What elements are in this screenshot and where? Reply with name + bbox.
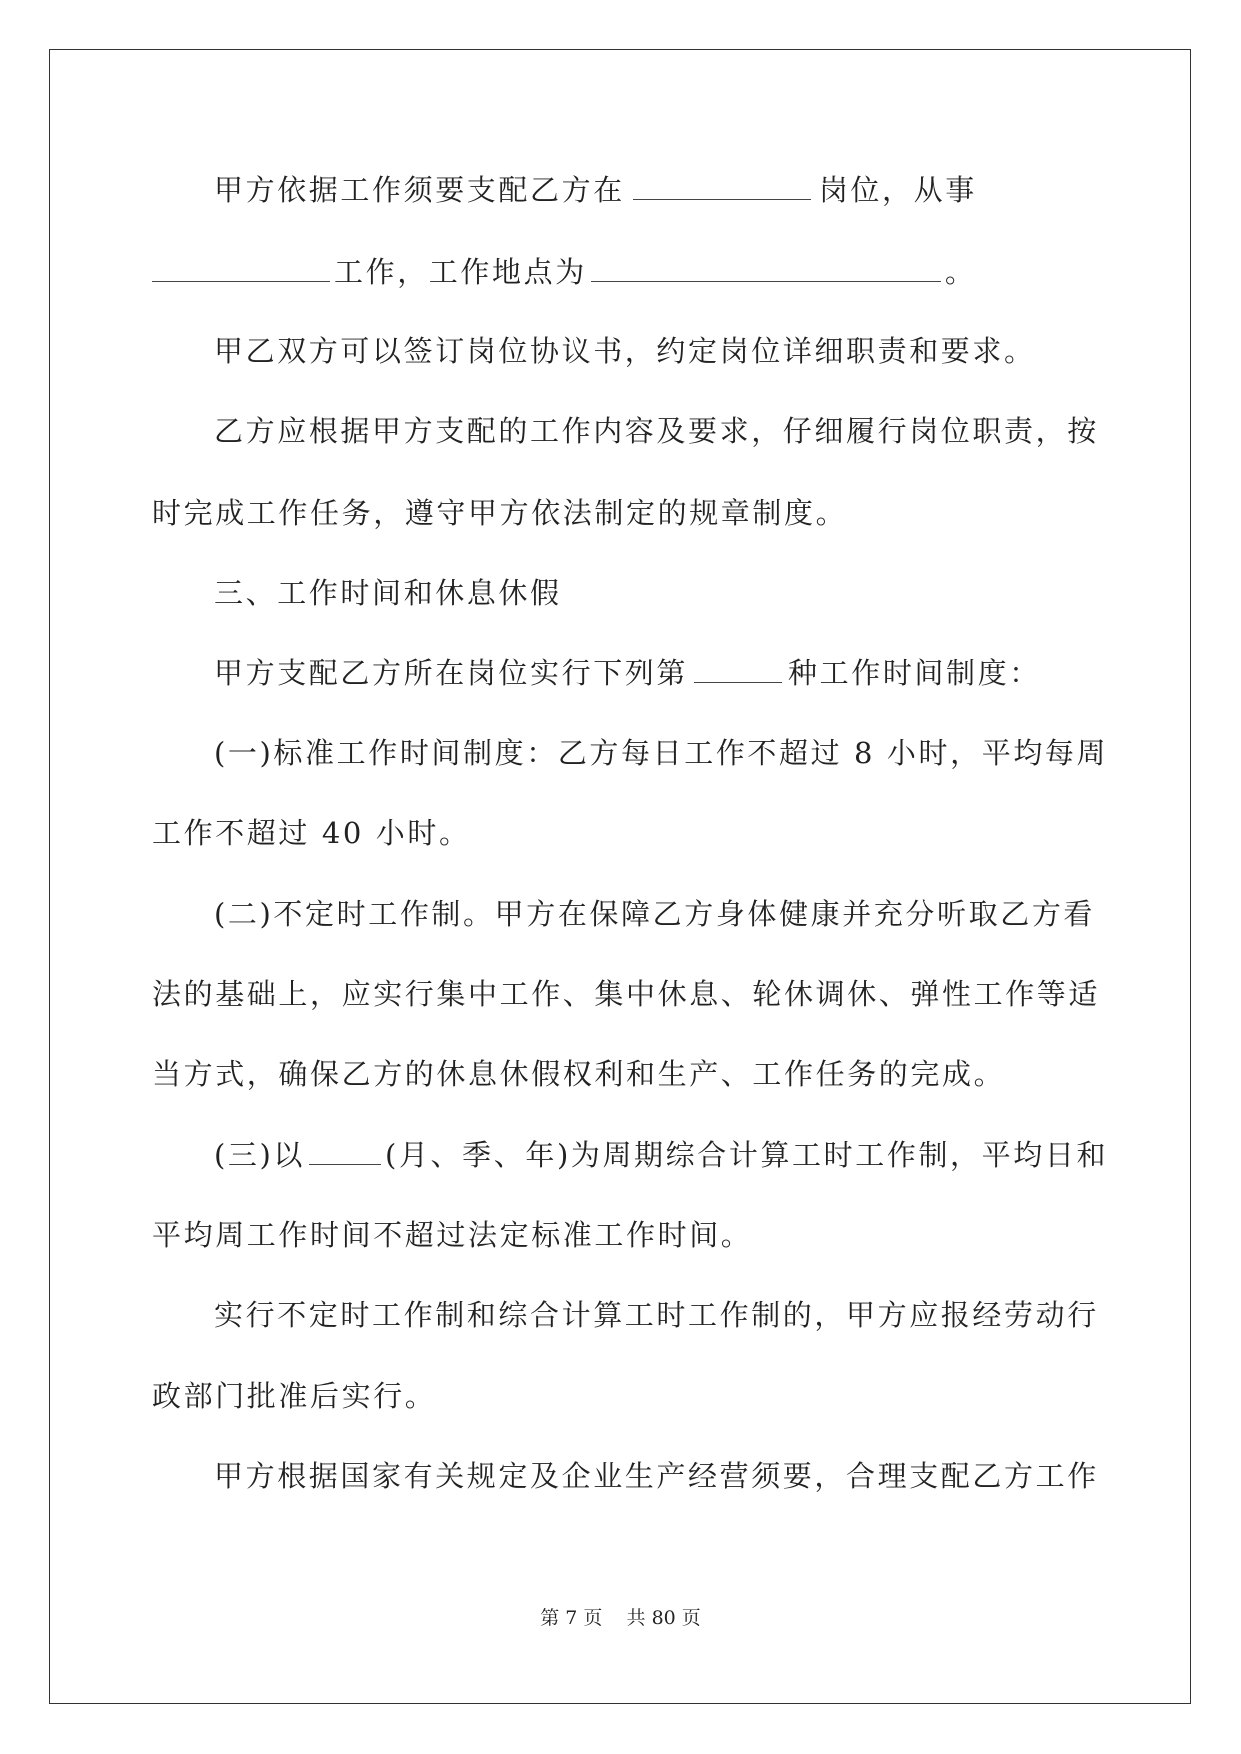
fill-in-blank-period[interactable] [309, 1138, 381, 1165]
line-13-text-end: (月、季、年)为周期综合计算工时工作制，平均日和 [385, 1138, 1109, 1172]
text-line-9: 工作不超过 40 小时。 [152, 816, 471, 850]
fill-in-blank-position[interactable] [633, 173, 811, 200]
text-line-3: 甲乙双方可以签订岗位协议书，约定岗位详细职责和要求。 [214, 334, 1036, 368]
text-line-11: 法的基础上，应实行集中工作、集中休息、轮休调休、弹性工作等适 [152, 977, 1101, 1011]
text-line-10: (二)不定时工作制。甲方在保障乙方身体健康并充分听取乙方看 [214, 897, 1096, 931]
line-2-end: 。 [944, 255, 977, 289]
text-line-12: 当方式，确保乙方的休息休假权利和生产、工作任务的完成。 [152, 1057, 1006, 1091]
line-7-text: 甲方支配乙方所在岗位实行下列第 [214, 656, 689, 690]
line-2-text: 工作，工作地点为 [334, 255, 587, 289]
section-heading: 三、工作时间和休息休假 [214, 576, 562, 610]
page-number: 第 7 页 [540, 1607, 603, 1629]
text-line-4: 乙方应根据甲方支配的工作内容及要求，仔细履行岗位职责，按 [214, 414, 1099, 448]
line-1-text-end: 岗位，从事 [818, 173, 977, 207]
fill-in-blank-duty[interactable] [152, 255, 330, 282]
text-line-2 [152, 254, 1088, 290]
line-13-text: (三)以 [214, 1138, 306, 1172]
text-line-15: 实行不定时工作制和综合计算工时工作制的，甲方应报经劳动行 [214, 1298, 1099, 1332]
page-total: 共 80 页 [626, 1607, 701, 1629]
text-line-14: 平均周工作时间不超过法定标准工作时间。 [152, 1218, 753, 1252]
text-line-8: (一)标准工作时间制度：乙方每日工作不超过 8 小时，平均每周 [214, 736, 1109, 770]
page-border [49, 49, 1191, 1704]
fill-in-blank-location[interactable] [591, 255, 941, 282]
line-1-text: 甲方依据工作须要支配乙方在 [214, 173, 625, 207]
text-line-13 [214, 1137, 1109, 1173]
page-footer [0, 1606, 1241, 1630]
text-line-16: 政部门批准后实行。 [152, 1379, 437, 1413]
text-line-17: 甲方根据国家有关规定及企业生产经营须要，合理支配乙方工作 [214, 1459, 1099, 1493]
text-line-7 [214, 655, 1088, 691]
text-line-1 [214, 172, 1088, 208]
line-7-text-end: 种工作时间制度： [788, 656, 1041, 690]
text-line-5: 时完成工作任务，遵守甲方依法制定的规章制度。 [152, 496, 848, 530]
fill-in-blank-schedule[interactable] [694, 656, 782, 683]
